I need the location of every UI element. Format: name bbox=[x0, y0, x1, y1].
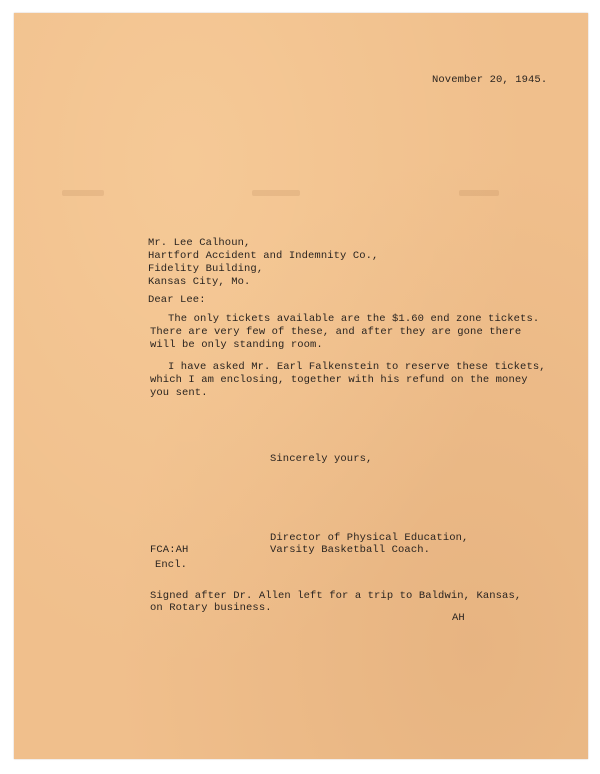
recipient-name: Mr. Lee Calhoun, bbox=[148, 237, 251, 249]
complimentary-close: Sincerely yours, bbox=[270, 453, 373, 465]
bleed-through-mark bbox=[459, 190, 499, 196]
paragraph-1-line-3: will be only standing room. bbox=[150, 339, 323, 351]
recipient-building: Fidelity Building, bbox=[148, 263, 264, 275]
paragraph-1-line-2: There are very few of these, and after they are gone there bbox=[150, 326, 522, 338]
enclosure-notation: Encl. bbox=[155, 559, 188, 571]
recipient-company: Hartford Accident and Indemnity Co., bbox=[148, 250, 379, 262]
signer-title-2: Varsity Basketball Coach. bbox=[270, 544, 431, 556]
recipient-city: Kansas City, Mo. bbox=[148, 276, 251, 288]
letter-date: November 20, 1945. bbox=[432, 74, 548, 86]
letter-page bbox=[14, 13, 588, 759]
postscript-line-1: Signed after Dr. Allen left for a trip to Baldwin, Kansas, bbox=[150, 590, 522, 602]
postscript-initials: AH bbox=[452, 612, 465, 624]
paragraph-2-line-1: I have asked Mr. Earl Falkenstein to reserve these tickets, bbox=[168, 361, 546, 373]
bleed-through-mark bbox=[252, 190, 300, 196]
paragraph-2-line-3: you sent. bbox=[150, 387, 208, 399]
postscript-line-2: on Rotary business. bbox=[150, 602, 272, 614]
bleed-through-mark bbox=[62, 190, 104, 196]
paragraph-1-line-1: The only tickets available are the $1.60 end zone tickets. bbox=[168, 313, 540, 325]
signer-title-1: Director of Physical Education, bbox=[270, 532, 469, 544]
paragraph-2-line-2: which I am enclosing, together with his refund on the money bbox=[150, 374, 528, 386]
reference-initials: FCA:AH bbox=[150, 544, 189, 556]
salutation: Dear Lee: bbox=[148, 294, 206, 306]
